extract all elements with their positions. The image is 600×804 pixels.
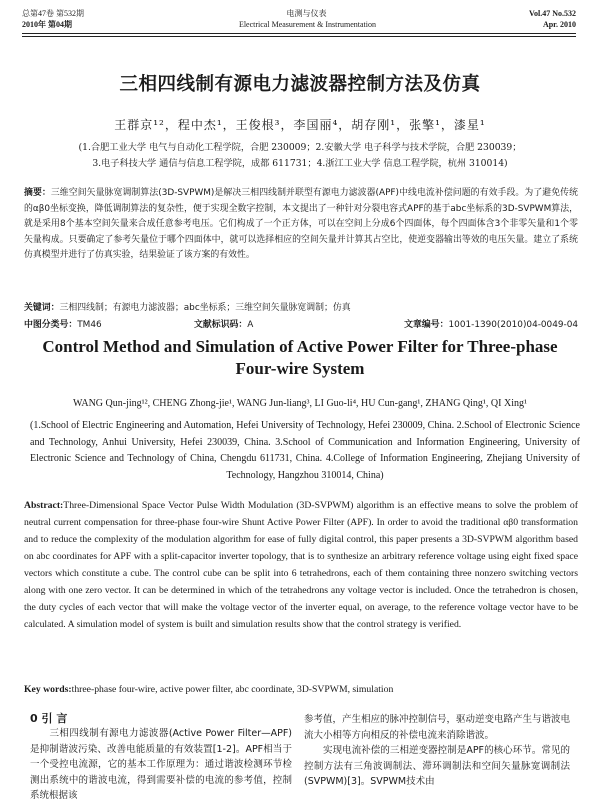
- header-rule-thick: [22, 33, 576, 34]
- body-column-left: [30, 726, 292, 804]
- chinese-affiliation-line: 3.电子科技大学 通信与信息工程学院，成都 611731；4.浙江工业大学 信息工程学院，杭州 310014): [92, 158, 508, 169]
- article-number-label: 文章编号：: [404, 320, 449, 330]
- chinese-keywords-text: 三相四线制；有源电力滤波器；abc坐标系；三维空间矢量脉宽调制；仿真: [59, 303, 351, 313]
- english-abstract-text: Three-Dimensional Space Vector Pulse Width Modulation (3D-SVPWM) algorithm is an effective means to solve the problem of neutral current compensation for three-phase four-wire Shunt Active Power Filter (APF). In order to avoid the traditional αβ0 transformation and to reduce the complexity of the modulation algorithm for ease of fully digital control, this paper presents a 3D-SVPWM algorithm based on abc coordinates for APF with a split-capacitor inverter topology, that is to synthesize an arbitrary reference voltage using eight fixed space vectors which constitute a cube. The control cube can be split into 6 tetrahedrons, each of them containing three nonzero switching vectors along with one zero vector. It can be determined in which of the tetrahedrons any voltage vector is included. Once the tetrahedron is chosen, the duty cycles of each vector that will make the voltage vector of the inverter equal, on average, to the reference voltage vector have to be calculated. A simulation model of system is built and simulation results show that the control strategy is verified.: [24, 500, 578, 630]
- chinese-affiliation-line: (1.合肥工业大学 电气与自动化工程学院，合肥 230009；2.安徽大学 电子科学与技术学院，合肥 230039；: [78, 142, 522, 153]
- english-abstract: [24, 497, 578, 633]
- chinese-abstract: [24, 186, 578, 264]
- header-journal-en: Electrical Measurement & Instrumentation: [238, 20, 376, 29]
- body-paragraph: 实现电流补偿的三相逆变器控制是APF的核心环节。常见的控制方法有三角波调制法、滞环调制法和空间矢量脉宽调制法(SVPWM)[3]。SVPWM技术由: [304, 745, 570, 787]
- chinese-abstract-text: 三维空间矢量脉宽调制算法(3D-SVPWM)是解决三相四线制并联型有源电力滤波器(APF)中线电流补偿问题的有效手段。为了避免传统的αβ0坐标变换，降低调制算法的复杂性，便于实现全数字控制，本文提出了一种针对分裂电容式APF的基于abc坐标系的3D-SVPWM算法，就是采用8个基本空间矢量来合成任意参考电压。它们构成了一个正方体，可以在空间上分成6个四面体，每个四面体含3个非零矢量和1个零矢量构成。只要确定了参考矢量位于哪个四面体中，就可以选择相应的空间矢量并计算其占空比，使逆变器输出等效的电压矢量。建立了系统仿真模型并进行了仿真实验，结果验证了该方案的有效性。: [24, 188, 579, 261]
- chinese-keywords: [24, 300, 578, 313]
- running-header: [22, 8, 576, 38]
- english-abstract-label: Abstract:: [24, 500, 64, 511]
- header-date-en: Apr. 2010: [542, 20, 576, 29]
- article-number: 1001-1390(2010)04-0049-04: [448, 320, 578, 330]
- clc-number: TM46: [77, 320, 102, 330]
- body-column-right: [304, 712, 570, 790]
- english-keywords-text: three-phase four-wire, active power filter, abc coordinate, 3D-SVPWM, simulation: [71, 684, 394, 695]
- doc-code: A: [247, 320, 254, 330]
- body-paragraph: 三相四线制有源电力滤波器(Active Power Filter—APF)是抑制谐波污染、改善电能质量的有效装置[1-2]。APF相当于一个受控电流源，它的基本工作原理为：通过谐波检测环节检测出系统中的谐波电流，得到需要补偿的电流的参考值，控制系统根据该: [30, 728, 292, 801]
- english-affiliations: (1.School of Electric Engineering and Automation, Hefei University of Technology, Hefei 230009, China. 2.School of Electronic Science and Technology, Anhui University, Hefei 230039, China. 3.School of Communication and Information Engineering, University of Electronic Science and Technology of China, Chengdu 611731, China. 4.College of Information Engineering, Zhejiang University of Technology, Hangzhou 310014, China): [30, 420, 580, 481]
- english-title-line: Control Method and Simulation of Active Power Filter for Three-phase: [42, 337, 558, 356]
- header-volume-en: Vol.47 No.532: [528, 9, 576, 18]
- clc-label: 中图分类号：: [24, 320, 78, 330]
- chinese-abstract-label: 摘要：: [24, 188, 51, 198]
- header-volume: 总第47卷 第532期: [22, 9, 84, 18]
- chinese-authors: 王群京¹²，程中杰¹，王俊根³，李国丽⁴，胡存刚¹，张擎¹，漆星¹: [114, 118, 486, 132]
- classification-identifiers: [24, 317, 578, 330]
- english-keywords-label: Key words:: [24, 684, 72, 695]
- english-title: [0, 336, 600, 380]
- body-paragraph-indented: [304, 743, 570, 790]
- chinese-affiliations: [30, 140, 570, 172]
- header-journal-cn: 电测与仪表: [286, 9, 327, 18]
- english-authors: WANG Qun-jing¹², CHENG Zhong-jie¹, WANG Jun-liang³, LI Guo-li⁴, HU Cun-gang¹, ZHANG Qing¹, QI Xing¹: [73, 398, 527, 409]
- body-paragraph: 参考值，产生相应的脉冲控制信号，驱动逆变电路产生与谐波电流大小相等方向相反的补偿电流来消除谐波。: [304, 714, 571, 741]
- chinese-title: 三相四线制有源电力滤波器控制方法及仿真: [119, 74, 481, 95]
- chinese-keywords-label: 关键词：: [24, 303, 60, 313]
- english-keywords: [24, 684, 578, 695]
- doc-code-label: 文献标识码：: [194, 320, 248, 330]
- header-issue: 2010年 第04期: [22, 20, 72, 29]
- section-heading-introduction: 0 引 言: [30, 712, 68, 725]
- header-rule-thin: [22, 36, 576, 37]
- english-title-line: Four-wire System: [235, 359, 365, 378]
